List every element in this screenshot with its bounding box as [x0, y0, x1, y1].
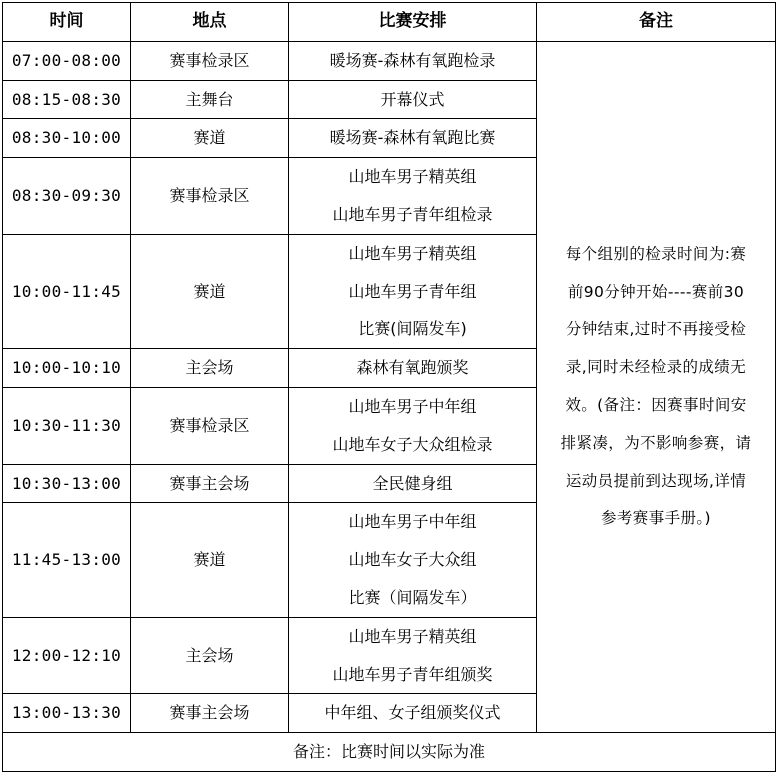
notes-line: 每个组别的检录时间为:赛 [565, 244, 747, 263]
time-cell: 10:30-11:30 [3, 387, 131, 464]
event-line: 山地车男子青年组检录 [332, 204, 493, 224]
event-cell [289, 158, 537, 235]
table-row [3, 41, 776, 80]
time-cell: 10:00-10:10 [3, 349, 131, 388]
event-line: 山地车女子大众组检录 [332, 434, 493, 454]
header-location: 地点 [131, 3, 289, 42]
event-cell [289, 387, 537, 464]
event-cell [289, 234, 537, 348]
location-cell: 赛事主会场 [131, 694, 289, 733]
time-cell: 10:30-13:00 [3, 464, 131, 503]
notes-line: 前90分钟开始----赛前30 [567, 282, 745, 301]
notes-line: 运动员提前到达现场,详情 [565, 471, 747, 490]
event-line: 开幕仪式 [380, 89, 445, 109]
event-line: 山地车男子精英组 [348, 626, 477, 646]
event-cell [289, 41, 537, 80]
time-cell: 10:00-11:45 [3, 234, 131, 348]
event-line: 暖场赛-森林有氧跑比赛 [329, 128, 496, 148]
event-cell [289, 694, 537, 733]
event-line: 山地车男子中年组 [348, 512, 477, 532]
time-cell: 07:00-08:00 [3, 41, 131, 80]
event-line: 暖场赛-森林有氧跑检录 [329, 50, 496, 70]
location-cell: 赛事检录区 [131, 158, 289, 235]
event-cell [289, 503, 537, 617]
location-cell: 赛事检录区 [131, 387, 289, 464]
notes-line: 参考赛事手册。) [601, 509, 711, 528]
time-cell: 13:00-13:30 [3, 694, 131, 733]
event-line: 森林有氧跑颁奖 [356, 358, 469, 378]
time-cell: 12:00-12:10 [3, 617, 131, 694]
location-cell: 主会场 [131, 617, 289, 694]
event-line: 山地车男子精英组 [348, 167, 477, 187]
header-event: 比赛安排 [289, 3, 537, 42]
event-line: 山地车男子青年组 [348, 281, 477, 301]
event-line: 山地车男子精英组 [348, 243, 477, 263]
notes-line: 效。(备注：因赛事时间安 [565, 395, 747, 414]
event-line: 山地车女子大众组 [348, 550, 477, 570]
event-line: 比赛（间隔发车） [348, 587, 477, 607]
time-cell: 11:45-13:00 [3, 503, 131, 617]
location-cell: 赛事主会场 [131, 464, 289, 503]
time-cell: 08:15-08:30 [3, 80, 131, 119]
header-notes: 备注 [537, 3, 776, 42]
header-time: 时间 [3, 3, 131, 42]
event-line: 中年组、女子组颁奖仪式 [324, 703, 501, 723]
schedule-body [3, 41, 776, 732]
event-cell [289, 617, 537, 694]
notes-line: 分钟结束,过时不再接受检 [565, 320, 747, 339]
event-cell [289, 119, 537, 158]
notes-line: 排紧凑，为不影响参赛，请 [560, 433, 752, 452]
location-cell: 赛道 [131, 503, 289, 617]
location-cell: 主舞台 [131, 80, 289, 119]
schedule-table [2, 2, 776, 772]
footer-note: 备注：比赛时间以实际为准 [3, 733, 776, 772]
event-line: 山地车男子中年组 [348, 396, 477, 416]
notes-line: 录,同时未经检录的成绩无 [565, 358, 747, 377]
location-cell: 赛道 [131, 119, 289, 158]
notes-cell [537, 41, 776, 732]
location-cell: 赛事检录区 [131, 41, 289, 80]
location-cell: 主会场 [131, 349, 289, 388]
event-cell [289, 464, 537, 503]
event-cell [289, 349, 537, 388]
time-cell: 08:30-10:00 [3, 119, 131, 158]
event-line: 山地车男子青年组颁奖 [332, 664, 493, 684]
event-line: 比赛(间隔发车) [358, 319, 467, 339]
header-row [3, 3, 776, 42]
location-cell: 赛道 [131, 234, 289, 348]
time-cell: 08:30-09:30 [3, 158, 131, 235]
event-line: 全民健身组 [372, 473, 453, 493]
event-cell [289, 80, 537, 119]
footer-row [3, 733, 776, 772]
